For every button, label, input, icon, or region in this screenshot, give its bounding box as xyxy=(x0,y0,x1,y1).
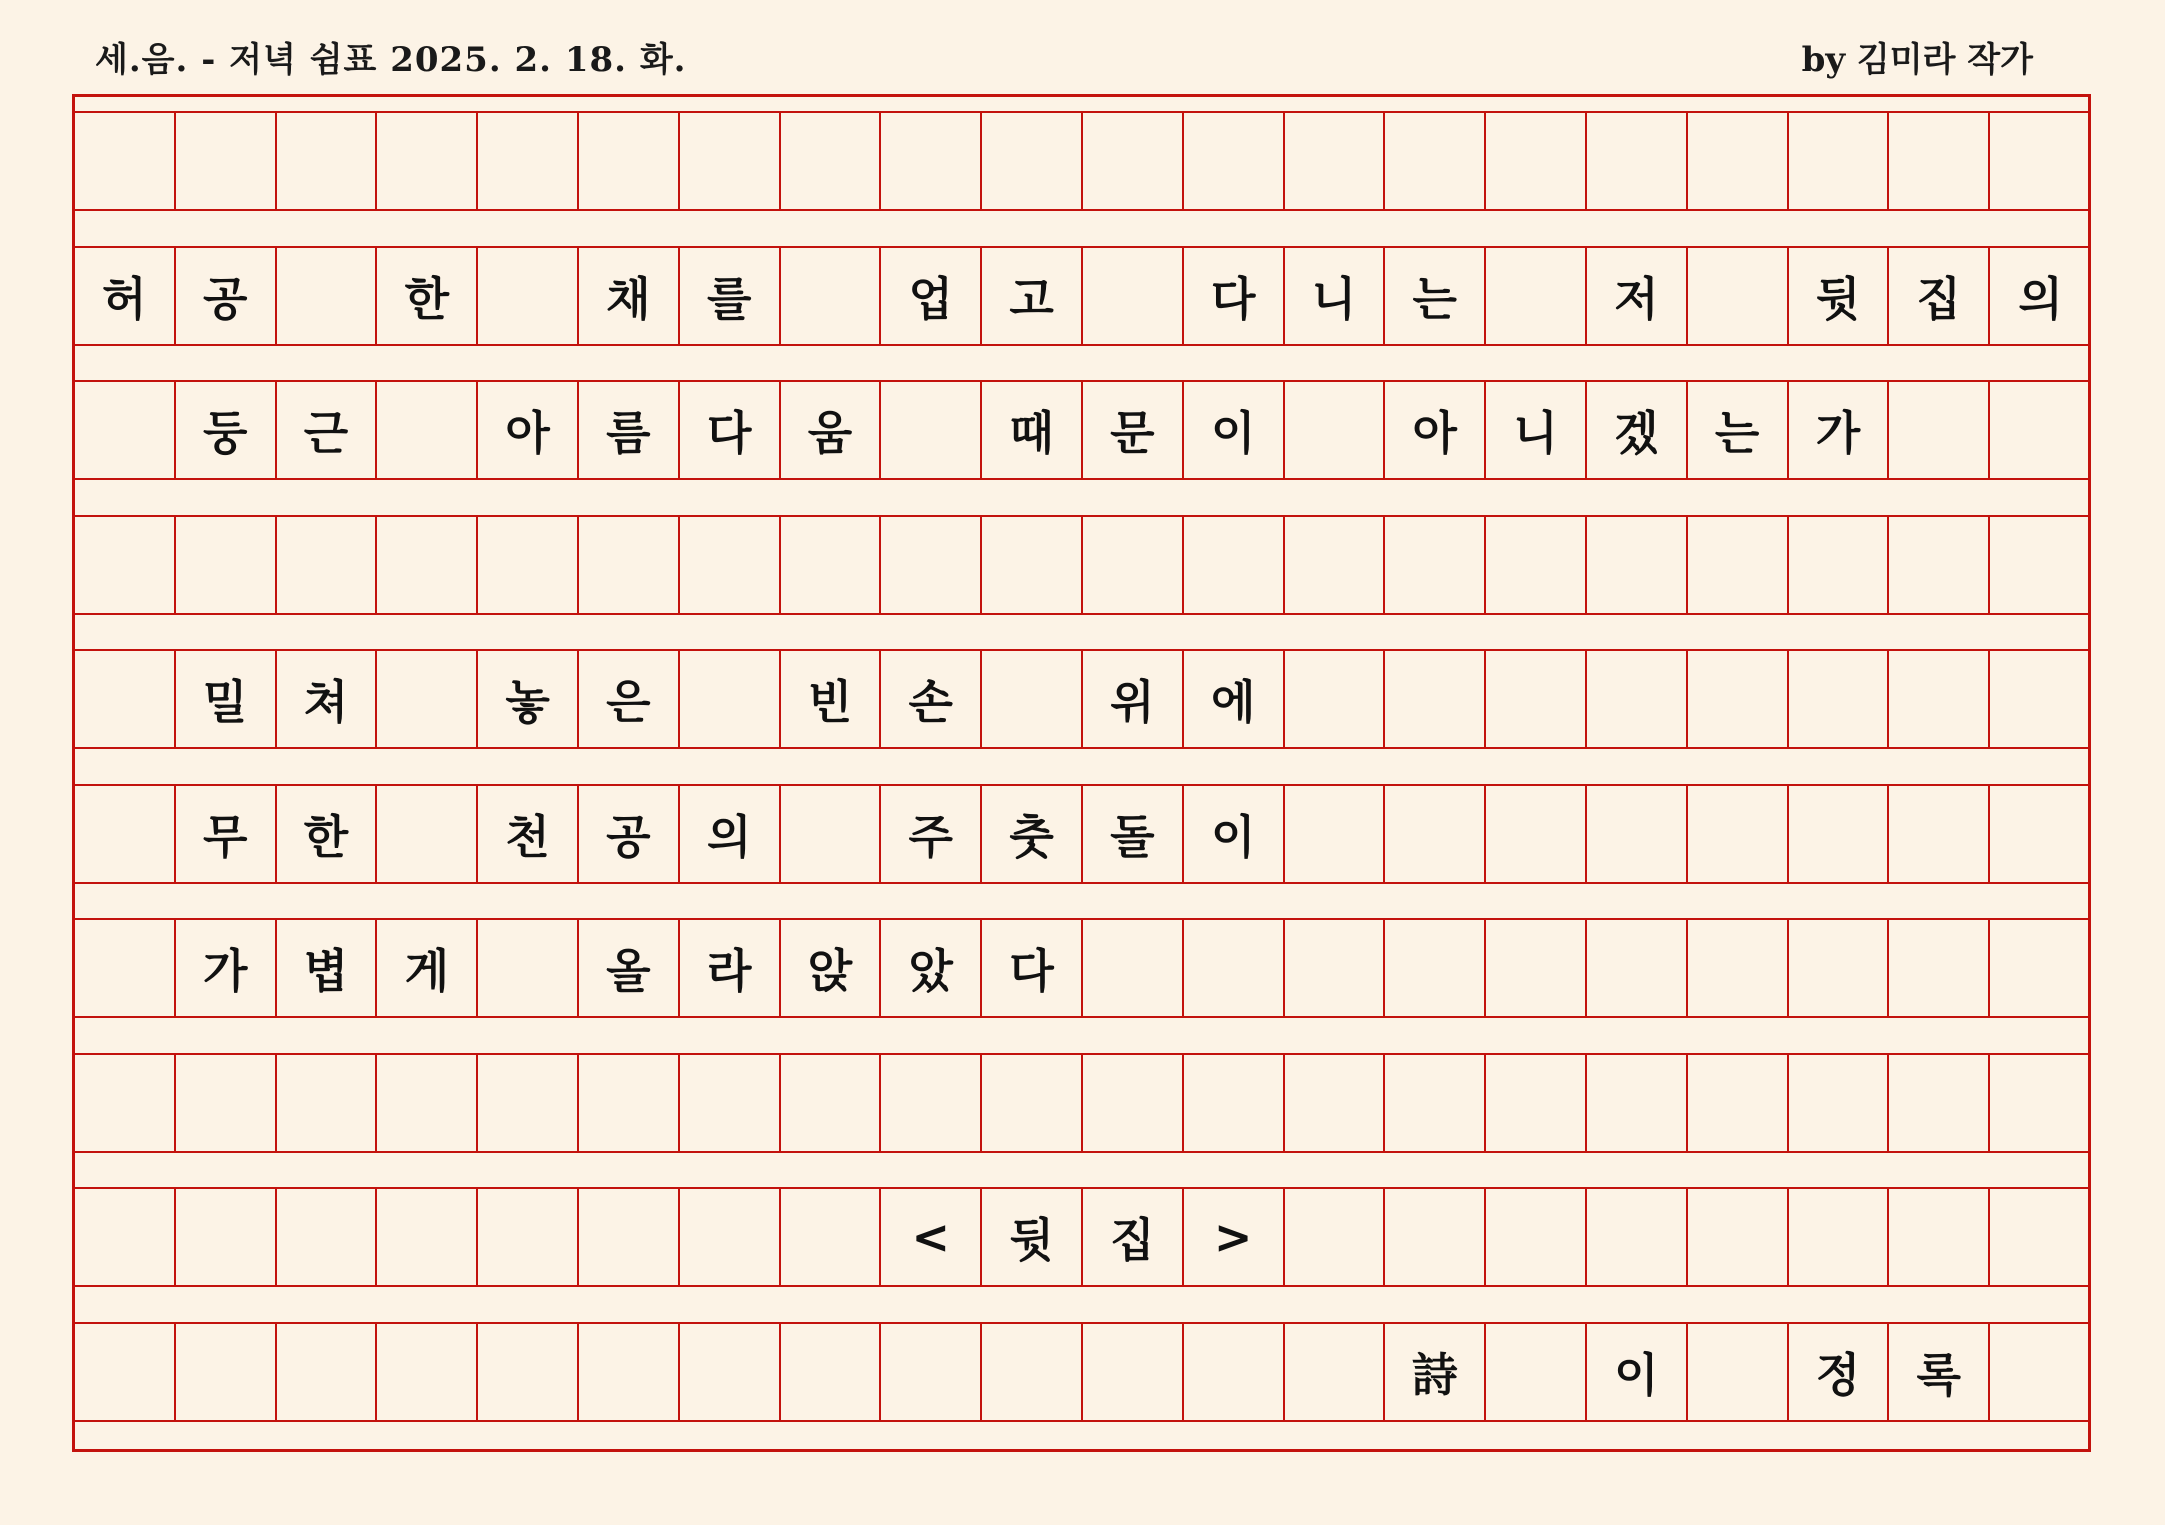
grid-cell xyxy=(1285,651,1386,747)
grid-cell xyxy=(1486,1324,1587,1420)
grid-cell xyxy=(277,113,378,209)
grid-cell xyxy=(1083,920,1184,1016)
grid-cell xyxy=(881,1324,982,1420)
grid-cell: 위 xyxy=(1083,651,1184,747)
grid-cell xyxy=(1385,786,1486,882)
grid-cell xyxy=(881,113,982,209)
grid-row xyxy=(75,1053,2088,1153)
grid-cell xyxy=(1385,1055,1486,1151)
grid-cell: 공 xyxy=(176,248,277,344)
grid-cell xyxy=(1990,382,2091,478)
grid-cell xyxy=(75,1055,176,1151)
grid-row xyxy=(75,246,2088,346)
grid-cell xyxy=(1889,1055,1990,1151)
grid-cell xyxy=(680,651,781,747)
grid-cell: 고 xyxy=(982,248,1083,344)
grid-cell: 집 xyxy=(1083,1189,1184,1285)
grid-cell xyxy=(1688,517,1789,613)
grid-cell: 이 xyxy=(1184,786,1285,882)
grid-cell: 공 xyxy=(579,786,680,882)
grid-cell xyxy=(579,1189,680,1285)
grid-cell: 는 xyxy=(1688,382,1789,478)
grid-cell: 저 xyxy=(1587,248,1688,344)
grid-cell: 詩 xyxy=(1385,1324,1486,1420)
grid-cell xyxy=(1285,920,1386,1016)
page-title: 세.음. - 저녁 쉼표 2025. 2. 18. 화. xyxy=(95,40,687,80)
grid-cell xyxy=(1385,113,1486,209)
grid-cell xyxy=(377,382,478,478)
grid-cell xyxy=(1385,920,1486,1016)
grid-cell xyxy=(1789,920,1890,1016)
grid-cell xyxy=(1285,1324,1386,1420)
grid-cell: 한 xyxy=(377,248,478,344)
grid-cell: 아 xyxy=(478,382,579,478)
grid-cell xyxy=(1184,1055,1285,1151)
grid-cell: 는 xyxy=(1385,248,1486,344)
grid-cell: 빈 xyxy=(781,651,882,747)
grid-cell: 천 xyxy=(478,786,579,882)
grid-cell xyxy=(1083,1324,1184,1420)
grid-cell xyxy=(881,517,982,613)
grid-cell: 볍 xyxy=(277,920,378,1016)
grid-cell: 이 xyxy=(1587,1324,1688,1420)
grid-cell xyxy=(1184,517,1285,613)
grid-cell xyxy=(1587,1055,1688,1151)
grid-cell xyxy=(1587,517,1688,613)
grid-cell xyxy=(680,517,781,613)
grid-cell xyxy=(1486,113,1587,209)
grid-cell xyxy=(579,1055,680,1151)
grid-cell xyxy=(277,1324,378,1420)
grid-cell: 돌 xyxy=(1083,786,1184,882)
manuscript-sheet xyxy=(72,94,2091,1452)
grid-cell xyxy=(277,1055,378,1151)
grid-row xyxy=(75,918,2088,1018)
grid-cell xyxy=(680,113,781,209)
grid-cell xyxy=(781,1189,882,1285)
grid-cell xyxy=(377,1055,478,1151)
grid-cell xyxy=(1688,1189,1789,1285)
grid-cell xyxy=(75,113,176,209)
grid-cell: 때 xyxy=(982,382,1083,478)
grid-cell xyxy=(277,248,378,344)
grid-cell xyxy=(982,517,1083,613)
grid-cell: 쳐 xyxy=(277,651,378,747)
grid-cell xyxy=(1385,517,1486,613)
grid-cell xyxy=(1990,1055,2091,1151)
grid-cell: 게 xyxy=(377,920,478,1016)
grid-cell xyxy=(1889,517,1990,613)
grid-cell xyxy=(1889,786,1990,882)
grid-cell xyxy=(1990,920,2091,1016)
grid-cell: 았 xyxy=(881,920,982,1016)
grid-cell xyxy=(75,517,176,613)
grid-cell xyxy=(75,1324,176,1420)
grid-cell xyxy=(1285,517,1386,613)
grid-cell: 가 xyxy=(1789,382,1890,478)
grid-cell xyxy=(1990,651,2091,747)
grid-row xyxy=(75,1322,2088,1422)
grid-cell xyxy=(1990,517,2091,613)
grid-cell: 아 xyxy=(1385,382,1486,478)
grid-cell xyxy=(176,113,277,209)
grid-cell: 놓 xyxy=(478,651,579,747)
grid-cell xyxy=(1385,651,1486,747)
grid-cell xyxy=(1285,113,1386,209)
grid-cell xyxy=(1486,517,1587,613)
grid-cell xyxy=(176,517,277,613)
grid-cell xyxy=(1184,1324,1285,1420)
grid-cell xyxy=(377,786,478,882)
grid-cell: 이 xyxy=(1184,382,1285,478)
grid-cell: 집 xyxy=(1889,248,1990,344)
grid-cell xyxy=(1688,920,1789,1016)
grid-cell xyxy=(1789,651,1890,747)
grid-cell xyxy=(176,1189,277,1285)
grid-cell xyxy=(1083,113,1184,209)
grid-cell xyxy=(1789,1055,1890,1151)
grid-cell: 문 xyxy=(1083,382,1184,478)
grid-cell: 니 xyxy=(1285,248,1386,344)
grid-cell xyxy=(1486,786,1587,882)
grid-cell xyxy=(75,786,176,882)
grid-cell xyxy=(1587,920,1688,1016)
grid-cell: 앉 xyxy=(781,920,882,1016)
grid-cell xyxy=(1889,920,1990,1016)
grid-cell xyxy=(781,786,882,882)
grid-cell xyxy=(680,1055,781,1151)
grid-cell xyxy=(478,1324,579,1420)
grid-cell xyxy=(680,1324,781,1420)
grid-cell: < xyxy=(881,1189,982,1285)
grid-cell xyxy=(1688,786,1789,882)
grid-cell xyxy=(478,113,579,209)
grid-cell: 다 xyxy=(1184,248,1285,344)
grid-cell: 뒷 xyxy=(982,1189,1083,1285)
grid-cell xyxy=(1184,113,1285,209)
grid-cell xyxy=(1688,651,1789,747)
grid-cell: 허 xyxy=(75,248,176,344)
grid-cell xyxy=(1285,382,1386,478)
grid-cell: 라 xyxy=(680,920,781,1016)
grid-cell xyxy=(176,1055,277,1151)
grid-cell xyxy=(982,113,1083,209)
grid-cell xyxy=(982,1055,1083,1151)
grid-cell: 뒷 xyxy=(1789,248,1890,344)
grid-cell xyxy=(982,651,1083,747)
grid-cell xyxy=(377,651,478,747)
grid-cell: 무 xyxy=(176,786,277,882)
grid-cell xyxy=(1285,1189,1386,1285)
grid-cell: 업 xyxy=(881,248,982,344)
grid-cell xyxy=(1486,248,1587,344)
grid-cell xyxy=(1789,1189,1890,1285)
grid-cell xyxy=(377,1189,478,1285)
grid-cell: 둥 xyxy=(176,382,277,478)
grid-cell xyxy=(1083,517,1184,613)
grid-cell xyxy=(579,1324,680,1420)
grid-cell: 정 xyxy=(1789,1324,1890,1420)
grid-row xyxy=(75,1187,2088,1287)
grid-cell: > xyxy=(1184,1189,1285,1285)
grid-cell xyxy=(781,248,882,344)
grid-cell xyxy=(478,920,579,1016)
grid-cell: 겠 xyxy=(1587,382,1688,478)
grid-cell xyxy=(377,517,478,613)
grid-cell: 다 xyxy=(982,920,1083,1016)
grid-cell xyxy=(781,1055,882,1151)
grid-cell xyxy=(1688,248,1789,344)
grid-cell xyxy=(680,1189,781,1285)
grid-cell xyxy=(277,1189,378,1285)
grid-cell xyxy=(881,1055,982,1151)
grid-cell: 채 xyxy=(579,248,680,344)
grid-cell xyxy=(1385,1189,1486,1285)
grid-row xyxy=(75,380,2088,480)
grid-cell: 의 xyxy=(2018,272,2063,326)
grid-cell xyxy=(75,382,176,478)
grid-cell xyxy=(1587,113,1688,209)
grid-cell xyxy=(1285,1055,1386,1151)
grid-cell: 올 xyxy=(579,920,680,1016)
grid-cell xyxy=(1083,248,1184,344)
grid-cell xyxy=(478,517,579,613)
grid-cell xyxy=(1789,786,1890,882)
grid-cell: 은 xyxy=(579,651,680,747)
grid-cell xyxy=(478,248,579,344)
grid-cell: 춧 xyxy=(982,786,1083,882)
author-credit: by 김미라 작가 xyxy=(1801,40,2033,80)
grid-cell xyxy=(1486,1055,1587,1151)
grid-cell xyxy=(1990,786,2091,882)
grid-cell xyxy=(1083,1055,1184,1151)
grid-cell: 주 xyxy=(881,786,982,882)
grid-cell xyxy=(478,1055,579,1151)
grid-cell xyxy=(1486,1189,1587,1285)
grid-cell xyxy=(1285,786,1386,882)
grid-cell xyxy=(1789,517,1890,613)
grid-cell xyxy=(1184,920,1285,1016)
grid-cell xyxy=(1688,1324,1789,1420)
grid-cell xyxy=(75,920,176,1016)
grid-cell: 움 xyxy=(781,382,882,478)
grid-cell xyxy=(1990,1324,2091,1420)
grid-row xyxy=(75,111,2088,211)
grid-cell xyxy=(1486,920,1587,1016)
grid-cell: 손 xyxy=(881,651,982,747)
grid-cell: 니 xyxy=(1486,382,1587,478)
grid-cell xyxy=(1990,1189,2091,1285)
grid-cell xyxy=(781,517,882,613)
grid-cell xyxy=(377,113,478,209)
grid-cell xyxy=(1587,651,1688,747)
grid-cell xyxy=(881,382,982,478)
grid-cell xyxy=(75,1189,176,1285)
grid-cell: 를 xyxy=(680,248,781,344)
grid-cell: 에 xyxy=(1184,651,1285,747)
grid-row xyxy=(75,649,2088,749)
grid-cell: 가 xyxy=(176,920,277,1016)
grid-cell: 근 xyxy=(277,382,378,478)
grid-cell: 다 xyxy=(680,382,781,478)
grid-cell xyxy=(579,113,680,209)
grid-cell xyxy=(1587,786,1688,882)
grid-cell xyxy=(277,517,378,613)
grid-cell xyxy=(1889,382,1990,478)
grid-cell xyxy=(579,517,680,613)
grid-cell xyxy=(176,1324,277,1420)
grid-cell xyxy=(1990,113,2091,209)
grid-cell xyxy=(1889,1189,1990,1285)
grid-cell xyxy=(781,1324,882,1420)
grid-cell: 록 xyxy=(1889,1324,1990,1420)
grid-cell xyxy=(1688,113,1789,209)
grid-cell: 한 xyxy=(277,786,378,882)
grid-cell xyxy=(75,651,176,747)
grid-row xyxy=(75,515,2088,615)
grid-cell xyxy=(478,1189,579,1285)
grid-row xyxy=(75,784,2088,884)
grid-cell xyxy=(1889,113,1990,209)
grid-cell: 의 xyxy=(680,786,781,882)
grid-cell xyxy=(1486,651,1587,747)
grid-cell xyxy=(377,1324,478,1420)
grid-cell xyxy=(1587,1189,1688,1285)
grid-cell xyxy=(1789,113,1890,209)
grid-cell xyxy=(781,113,882,209)
grid-cell xyxy=(1688,1055,1789,1151)
grid-cell xyxy=(982,1324,1083,1420)
grid-cell: 밀 xyxy=(176,651,277,747)
grid-cell: 름 xyxy=(579,382,680,478)
grid-cell xyxy=(1889,651,1990,747)
